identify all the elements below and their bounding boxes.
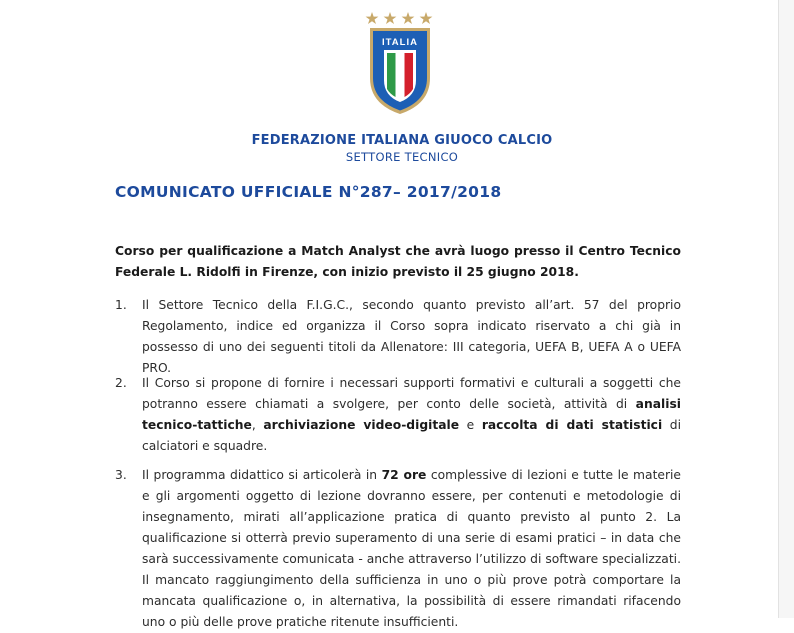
document-title: COMUNICATO UFFICIALE N°287– 2017/2018 xyxy=(115,183,502,201)
list-item-text: Il programma didattico si articolerà in 72 ore complessive di lezioni e tutte le materie e gli argomenti oggetto di lezione dovranno essere, per contenuti e metodologie di insegnamento, mirati all’applicazione pratica di quanto previsto al punto 2. La qualificazione si otterrà previo superamento di una serie di esami pratici – in data che sarà successivamente comunicata - anche attraverso l’utilizzo di software specializzati. Il mancato raggiungimento della sufficienza in uno o più prove potrà comportare la mancata qualificazione o, in alternativa, la possibilità di essere rimandati rifacendo uno o più delle prove pratiche ritenute insufficienti. xyxy=(142,468,681,629)
bold-term: analisi tecnico-tattiche xyxy=(142,397,681,432)
list-item-number: 1. xyxy=(115,298,127,312)
bold-term: raccolta di dati statistici xyxy=(481,418,663,432)
list-item-number: 2. xyxy=(115,376,127,390)
intro-paragraph: Corso per qualificazione a Match Analyst che avrà luogo presso il Centro Tecnico Federale L. Ridolfi in Firenze, con inizio previsto il 25 giugno 2018. xyxy=(115,244,681,279)
page-edge xyxy=(778,0,794,618)
stars-icon xyxy=(366,12,433,24)
organization-name: FEDERAZIONE ITALIANA GIUOCO CALCIO xyxy=(251,133,553,148)
figc-crest-icon xyxy=(360,8,440,118)
list-item-text: Il Settore Tecnico della F.I.G.C., secondo quanto previsto all’art. 57 del proprio Regolamento, indice ed organizza il Corso sopra indicato riservato a chi già in possesso di uno dei seguenti titoli da Allenatore: III categoria, UEFA B, UEFA A o UEFA PRO. xyxy=(142,298,681,375)
crest-label: ITALIA xyxy=(382,37,418,48)
bold-term: 72 ore xyxy=(381,468,427,482)
organization-subtitle: SETTORE TECNICO xyxy=(345,150,459,164)
list-item-text: Il Corso si propone di fornire i necessari supporti formativi e culturali a soggetti che potranno essere chiamati a svolgere, per conto delle società, attività di analisi tecnico-tattiche, archiviazione video-digitale e raccolta di dati statistici di calciatori e squadre. xyxy=(142,376,681,453)
list-item-number: 3. xyxy=(115,468,127,482)
bold-term: archiviazione video-digitale xyxy=(263,418,460,432)
